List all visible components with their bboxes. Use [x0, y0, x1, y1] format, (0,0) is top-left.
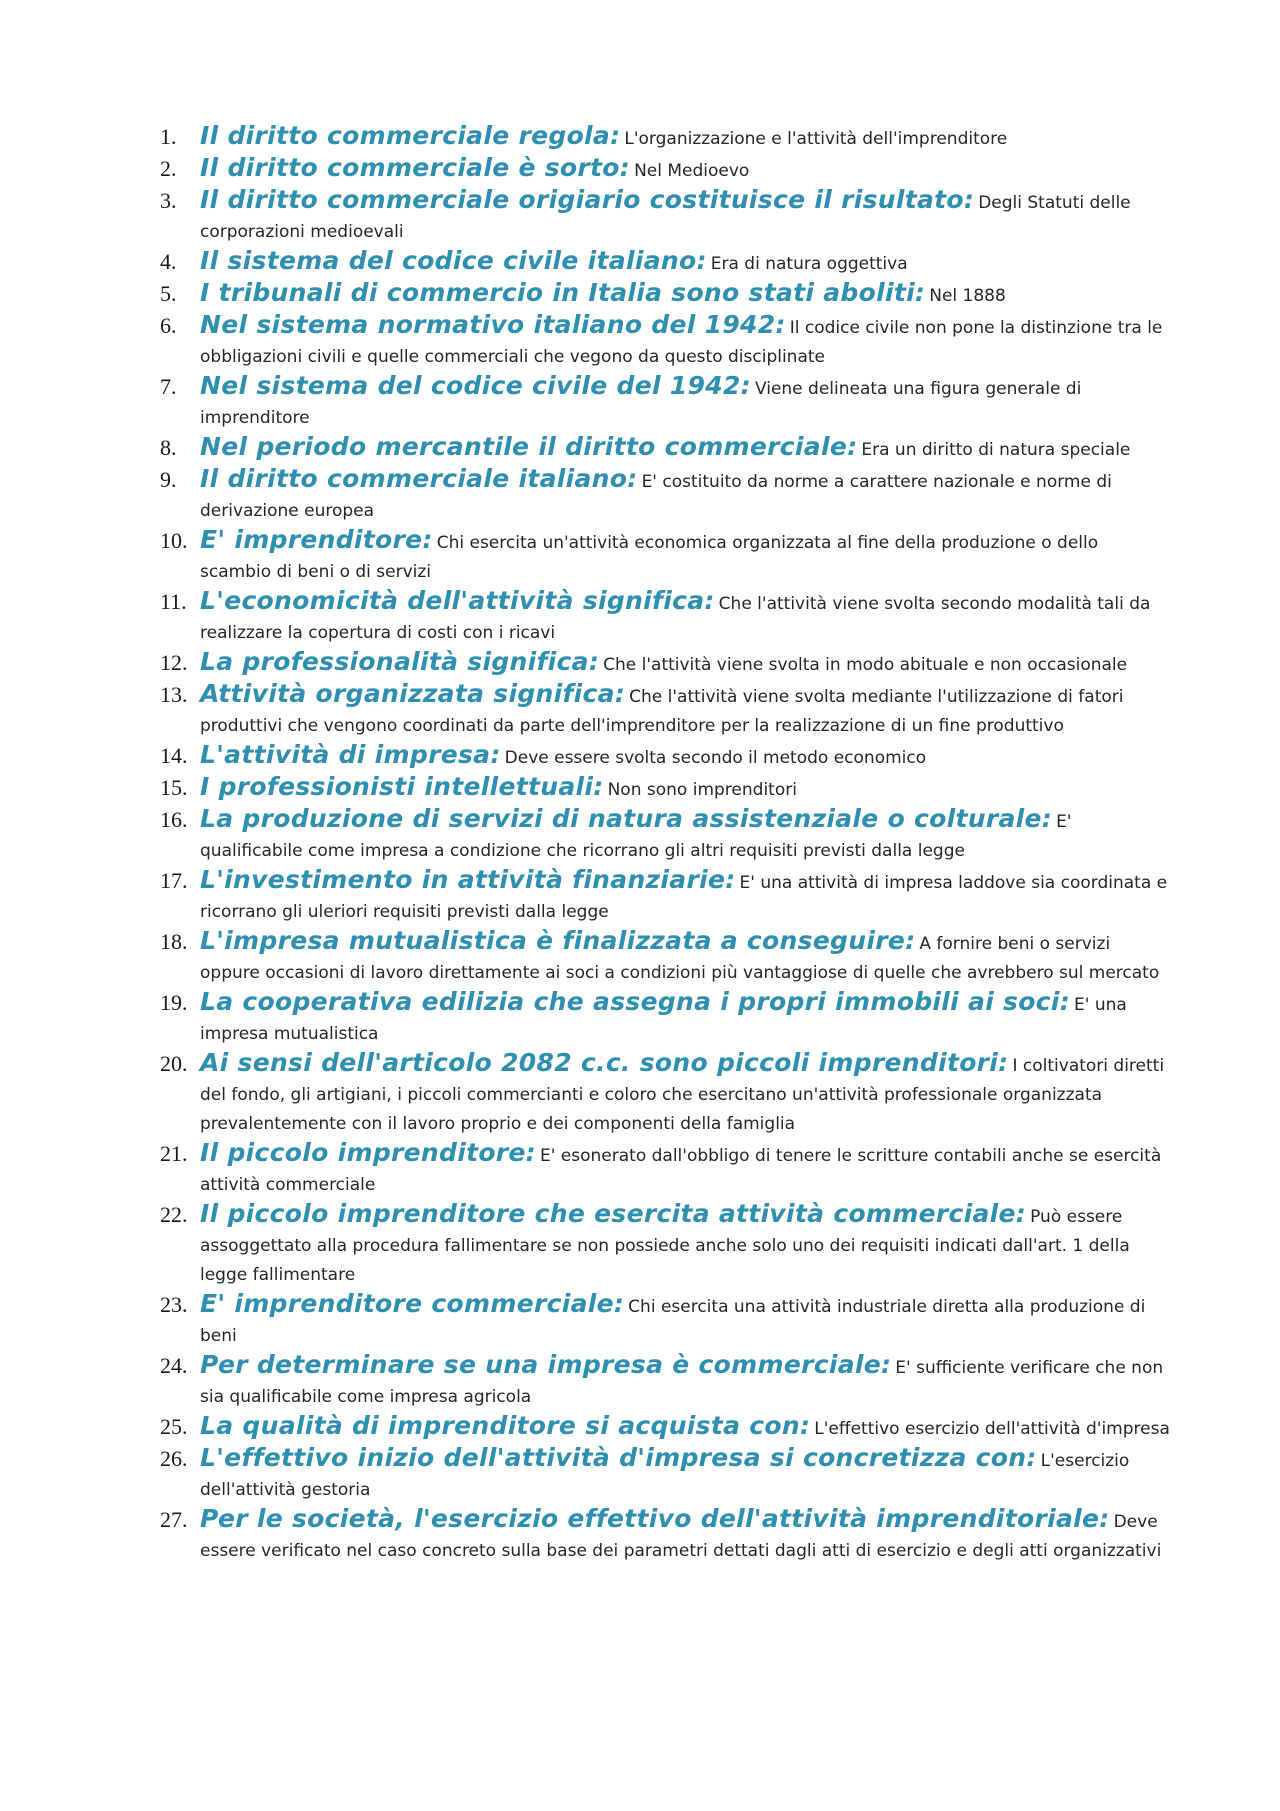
answer-text: Che l'attività viene svolta secondo modalità tali da realizzare la copertura di costi con i ricavi — [200, 594, 1151, 643]
list-item — [160, 279, 1170, 311]
question-text: L'investimento in attività finanziarie: — [200, 865, 736, 894]
item-number: 10. — [160, 528, 188, 553]
answer-text: Degli Statuti delle corporazioni medioevali — [200, 193, 1131, 242]
question-text: Nel sistema normativo italiano del 1942: — [200, 310, 786, 339]
question-text: E' imprenditore: — [200, 525, 433, 554]
list-item — [160, 1049, 1170, 1139]
answer-text: Il codice civile non pone la distinzione tra le obbligazioni civili e quelle commerciali che vegono da questo disciplinate — [200, 318, 1163, 367]
list-item — [160, 247, 1170, 279]
item-number: 20. — [160, 1051, 188, 1076]
item-number: 3. — [160, 188, 177, 213]
answer-text: E' qualificabile come impresa a condizione che ricorrano gli altri requisiti previsti dalla legge — [200, 812, 1072, 861]
answer-text: Chi esercita una attività industriale diretta alla produzione di beni — [200, 1297, 1146, 1346]
answer-text: Era di natura oggettiva — [710, 254, 908, 274]
item-number: 11. — [160, 589, 187, 614]
item-number: 1. — [160, 124, 177, 149]
answer-text: Nel Medioevo — [634, 161, 750, 181]
item-number: 21. — [160, 1141, 188, 1166]
item-number: 16. — [160, 807, 188, 832]
question-text: L'attività di impresa: — [200, 740, 501, 769]
question-text: Il diritto commerciale italiano: — [200, 464, 638, 493]
list-item — [160, 1351, 1170, 1412]
answer-text: E' esonerato dall'obbligo di tenere le scritture contabili anche se esercità attività commerciale — [200, 1146, 1162, 1195]
question-text: Nel sistema del codice civile del 1942: — [200, 371, 751, 400]
item-number: 9. — [160, 467, 177, 492]
list-item — [160, 122, 1170, 154]
answer-text: Chi esercita un'attività economica organizzata al fine della produzione o dello scambio di beni o di servizi — [200, 533, 1099, 582]
item-number: 19. — [160, 990, 188, 1015]
question-text: Il diritto commerciale regola: — [200, 121, 621, 150]
answer-text: Non sono imprenditori — [607, 780, 797, 800]
item-number: 18. — [160, 929, 188, 954]
item-number: 26. — [160, 1446, 188, 1471]
list-item — [160, 465, 1170, 526]
answer-text: Era un diritto di natura speciale — [861, 440, 1131, 460]
item-number: 15. — [160, 775, 188, 800]
list-item — [160, 773, 1170, 805]
question-text: Il piccolo imprenditore che esercita attività commerciale: — [200, 1199, 1027, 1228]
list-item — [160, 154, 1170, 186]
item-number: 12. — [160, 650, 188, 675]
question-text: E' imprenditore commerciale: — [200, 1289, 625, 1318]
question-text: Il piccolo imprenditore: — [200, 1138, 536, 1167]
question-text: La produzione di servizi di natura assistenziale o colturale: — [200, 804, 1053, 833]
question-text: Nel periodo mercantile il diritto commerciale: — [200, 432, 858, 461]
question-text: L'impresa mutualistica è finalizzata a conseguire: — [200, 926, 916, 955]
item-number: 14. — [160, 743, 188, 768]
list-item — [160, 648, 1170, 680]
list-item — [160, 866, 1170, 927]
item-number: 22. — [160, 1202, 188, 1227]
list-item — [160, 805, 1170, 866]
list-item — [160, 186, 1170, 247]
list-item — [160, 1444, 1170, 1505]
list-item — [160, 927, 1170, 988]
list-item — [160, 741, 1170, 773]
item-number: 8. — [160, 435, 177, 460]
answer-text: Che l'attività viene svolta mediante l'utilizzazione di fatori produttivi che vengono coordinati da parte dell'imprenditore per la realizzazione di un fine produttivo — [200, 687, 1124, 736]
question-text: La qualità di imprenditore si acquista con: — [200, 1411, 811, 1440]
list-item — [160, 680, 1170, 741]
list-item — [160, 988, 1170, 1049]
answer-text: E' una attività di impresa laddove sia coordinata e ricorrano gli uleriori requisiti previsti dalla legge — [200, 873, 1168, 922]
list-item — [160, 372, 1170, 433]
answer-text: Deve essere verificato nel caso concreto sulla base dei parametri dettati dagli atti di esercizio e degli atti organizzativi — [200, 1512, 1162, 1561]
question-text: La cooperativa edilizia che assegna i propri immobili ai soci: — [200, 987, 1071, 1016]
item-number: 4. — [160, 249, 177, 274]
item-number: 2. — [160, 156, 177, 181]
question-text: I professionisti intellettuali: — [200, 772, 604, 801]
question-text: Ai sensi dell'articolo 2082 c.c. sono piccoli imprenditori: — [200, 1048, 1009, 1077]
item-number: 27. — [160, 1507, 188, 1532]
item-number: 13. — [160, 682, 188, 707]
question-text: I tribunali di commercio in Italia sono stati aboliti: — [200, 278, 926, 307]
question-text: La professionalità significa: — [200, 647, 600, 676]
question-text: Per le società, l'esercizio effettivo dell'attività imprenditoriale: — [200, 1504, 1110, 1533]
answer-text: Deve essere svolta secondo il metodo economico — [504, 748, 927, 768]
answer-text: E' sufficiente verificare che non sia qualificabile come impresa agricola — [200, 1358, 1164, 1407]
question-text: Per determinare se una impresa è commerciale: — [200, 1350, 892, 1379]
list-item — [160, 1505, 1170, 1566]
answer-text: Viene delineata una figura generale di imprenditore — [200, 379, 1082, 428]
answer-text: Che l'attività viene svolta in modo abituale e non occasionale — [603, 655, 1128, 675]
answer-text: I coltivatori diretti del fondo, gli artigiani, i piccoli commercianti e coloro che esercitano un'attività professionale organizzata prevalentemente con il lavoro proprio e dei componenti della famiglia — [200, 1056, 1165, 1134]
list-item — [160, 587, 1170, 648]
item-number: 6. — [160, 313, 177, 338]
answer-text: L'esercizio dell'attività gestoria — [200, 1451, 1130, 1500]
item-number: 17. — [160, 868, 188, 893]
item-number: 7. — [160, 374, 177, 399]
list-item — [160, 433, 1170, 465]
answer-text: Nel 1888 — [929, 286, 1006, 306]
question-text: L'effettivo inizio dell'attività d'impresa si concretizza con: — [200, 1443, 1037, 1472]
answer-text: L'effettivo esercizio dell'attività d'impresa — [814, 1419, 1170, 1439]
answer-text: Può essere assoggettato alla procedura fallimentare se non possiede anche solo uno dei requisiti indicati dall'art. 1 della legge fallimentare — [200, 1207, 1130, 1285]
list-item — [160, 1290, 1170, 1351]
question-text: Il sistema del codice civile italiano: — [200, 246, 707, 275]
item-number: 5. — [160, 281, 177, 306]
question-text: Il diritto commerciale è sorto: — [200, 153, 631, 182]
list-item — [160, 1412, 1170, 1444]
item-number: 25. — [160, 1414, 188, 1439]
answer-text: E' costituito da norme a carattere nazionale e norme di derivazione europea — [200, 472, 1112, 521]
answer-text: A fornire beni o servizi oppure occasioni di lavoro direttamente ai soci a condizioni più vantaggiose di quelle che avrebbero sul mercato — [200, 934, 1160, 983]
question-text: Il diritto commerciale origiario costituisce il risultato: — [200, 185, 975, 214]
question-text: L'economicità dell'attività significa: — [200, 586, 715, 615]
question-answer-list — [160, 122, 1170, 1566]
answer-text: E' una impresa mutualistica — [200, 995, 1127, 1044]
list-item — [160, 526, 1170, 587]
list-item — [160, 311, 1170, 372]
list-item — [160, 1200, 1170, 1290]
question-text: Attività organizzata significa: — [200, 679, 626, 708]
answer-text: L'organizzazione e l'attività dell'imprenditore — [624, 129, 1008, 149]
list-item — [160, 1139, 1170, 1200]
item-number: 24. — [160, 1353, 188, 1378]
item-number: 23. — [160, 1292, 188, 1317]
